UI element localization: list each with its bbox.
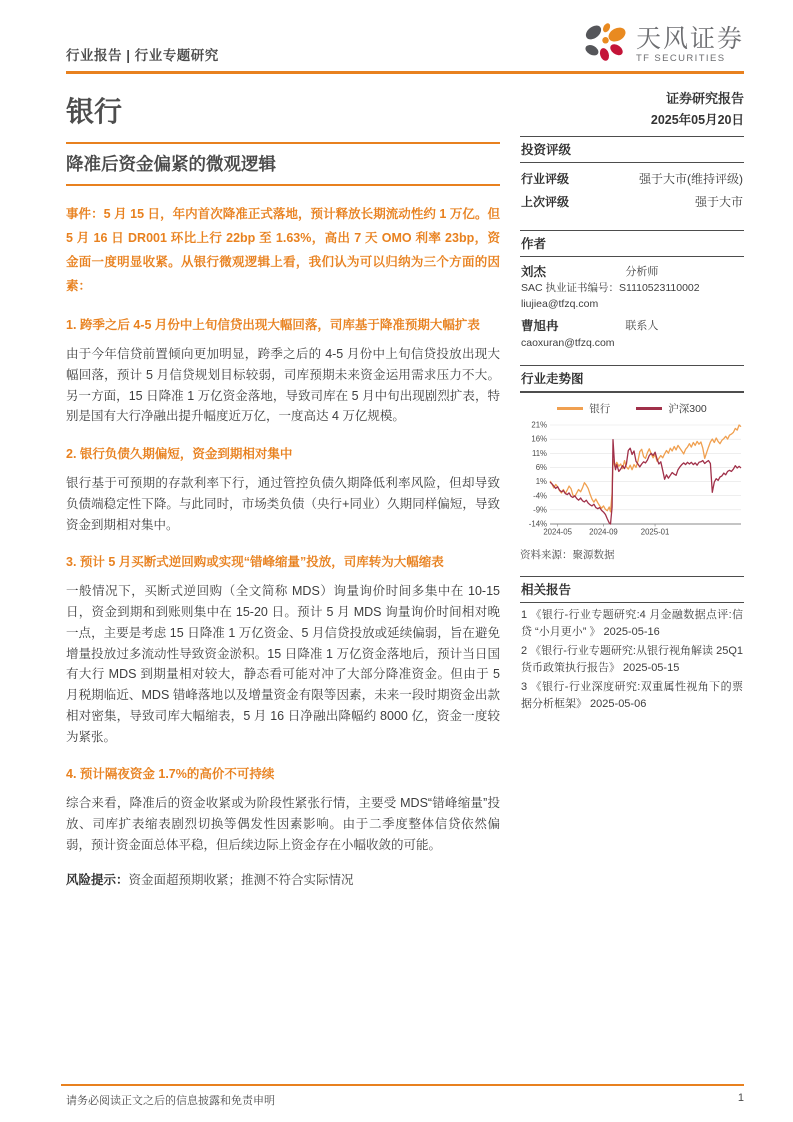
svg-text:6%: 6% [535, 462, 547, 472]
svg-text:-14%: -14% [528, 519, 547, 529]
related-report-link[interactable]: 1 《银行-行业专题研究:4 月金融数据点评:信贷 “小月更小” 》 2025-05-16 [521, 608, 743, 638]
chart-legend [520, 401, 744, 416]
section-paragraph-2: 银行基于可预期的存款利率下行，通过管控负债久期降低利率风险，但却导致负债端稳定性下降。与此同时，市场类负债（央行+同业）久期同样偏短，导致资金到期相对集中。 [66, 476, 500, 532]
trend-header: 行业走势图 [520, 365, 744, 393]
page-footer [61, 1084, 744, 1109]
author-cert: SAC 执业证书编号：S1110523110002 [521, 282, 700, 295]
report-label: 证券研究报告 [665, 91, 744, 106]
author-row [521, 263, 743, 282]
author-row [521, 317, 743, 336]
report-subtitle: 降准后资金偏紧的微观逻辑 [66, 154, 276, 174]
svg-text:-4%: -4% [533, 491, 547, 501]
authors-header: 作者 [520, 230, 744, 257]
legend-line-swatch [636, 407, 662, 410]
related-report-link[interactable]: 2 《银行-行业专题研究:从银行视角解读 25Q1 货币政策执行报告》 2025-05-15 [521, 644, 743, 674]
risk-text: 资金面超预期收紧；推测不符合实际情况 [128, 872, 354, 887]
svg-text:21%: 21% [531, 420, 547, 430]
section-paragraph-3: 一般情况下，买断式逆回购（全文简称 MDS）询量询价时间多集中在 10-15 日，资金到期和到账则集中在 15-20 日。预计 5 月 MDS 询量询价时间相对晚一点，主要是考虑 15 日降准 1 万亿资金、5 月信贷投放或延续偏弱，旨在避免增量投放过多流动性导致资金淤积。15 日降准 1 万亿资金落地后，预计当日国有大行 MDS 到期量相对较大，静态看可能对冲了大部分降准资金。但由于 5 月税期临近、MDS 错峰落地以及增量资金有限等因素，未来一段时期资金出款相对密集，导致司库大幅缩表，5 月 16 日净融出降幅约 8000 亿，资金一度较为紧张。 [66, 584, 500, 744]
author-email[interactable]: liujiea@tfzq.com [521, 297, 599, 310]
chart-source: 资料来源：聚源数据 [520, 548, 615, 561]
section-paragraph-1: 由于今年信贷前置倾向更加明显，跨季之后的 4-5 月份中上旬信贷投放出现大幅回落，预计 5 月信贷规划目标较弱，司库预期未来资金运用需求压力不大。另一方面，15 日降准 1 万亿资金落地，导致司库在 5 月中旬出现剧烈扩表，特别是国有大行净融出提升幅度近万亿，一度高达 4 万亿规模。 [66, 347, 500, 424]
svg-text:1%: 1% [535, 476, 547, 486]
legend-item [557, 401, 610, 416]
author-role: 分析师 [625, 265, 659, 278]
svg-text:2024-05: 2024-05 [543, 527, 572, 537]
svg-text:2025-01: 2025-01 [640, 527, 670, 537]
brand-name-cn: 天风证券 [635, 25, 744, 54]
section-heading-4: 4. 预计隔夜资金 1.7%的高价不可持续 [66, 767, 275, 782]
related-section [520, 576, 744, 713]
main-column [66, 88, 500, 888]
author-email[interactable]: caoxuran@tfzq.com [521, 336, 615, 349]
author-name: 曹旭冉 [521, 318, 559, 333]
page-number: 1 [737, 1092, 744, 1104]
tf-flower-icon [582, 22, 628, 68]
legend-label: 沪深300 [668, 402, 707, 415]
sidebar [520, 88, 744, 888]
report-type-label: 行业报告 | 行业专题研究 [66, 48, 219, 63]
risk-label: 风险提示： [66, 872, 129, 887]
rating-label: 上次评级 [521, 194, 570, 209]
page-title: 银行 [66, 96, 123, 127]
rating-value: 强于大市(维持评级) [639, 172, 743, 186]
authors-section [520, 230, 744, 351]
footer-disclaimer: 请务必阅读正文之后的信息披露和免责申明 [66, 1095, 275, 1107]
rating-value: 强于大市 [694, 194, 743, 209]
related-header: 相关报告 [520, 576, 744, 603]
legend-item [636, 401, 707, 416]
trend-section [520, 365, 744, 562]
svg-text:2024-09: 2024-09 [589, 527, 618, 537]
risk-paragraph [66, 870, 500, 888]
rating-row-industry [521, 168, 743, 191]
related-report-link[interactable]: 3 《银行-行业深度研究:双重属性视角下的票据分析框架》 2025-05-06 [521, 680, 743, 710]
rating-header: 投资评级 [520, 136, 744, 163]
brand-logo [582, 22, 744, 68]
svg-text:11%: 11% [531, 448, 547, 458]
rating-row-previous [521, 191, 743, 214]
author-role: 联系人 [625, 319, 659, 332]
svg-text:16%: 16% [531, 434, 547, 444]
section-heading-1: 1. 跨季之后 4-5 月份中上旬信贷出现大幅回落，司库基于降准预期大幅扩表 [66, 318, 480, 332]
rating-section [520, 136, 744, 216]
legend-line-swatch [557, 407, 583, 410]
trend-chart [520, 419, 744, 537]
brand-name-en: TF SECURITIES [635, 52, 726, 64]
subtitle-block [66, 142, 500, 186]
report-date: 2025年05月20日 [650, 113, 744, 127]
author-name: 刘杰 [521, 264, 547, 279]
section-heading-2: 2. 银行负债久期偏短，资金到期相对集中 [66, 447, 293, 461]
section-heading-3: 3. 预计 5 月买断式逆回购或实现“错峰缩量”投放，司库转为大幅缩表 [66, 555, 444, 570]
legend-label: 银行 [589, 402, 611, 415]
page-header [0, 0, 793, 74]
rating-label: 行业评级 [521, 172, 570, 186]
section-paragraph-4: 综合来看，降准后的资金收紧或为阶段性紧张行情，主要受 MDS“错峰缩量”投放、司库扩表缩表剧烈切换等偶发性因素影响。由于二季度整体信贷依然偏弱，预计资金面总体平稳，但后续边际上资金存在小幅收敛的可能。 [66, 796, 500, 852]
event-paragraph: 事件：5 月 15 日，年内首次降准正式落地，预计释放长期流动性约 1 万亿。但 5 月 16 日 DR001 环比上行 22bp 至 1.63%，高出 7 天 OMO 利率 23bp，资金面一度明显收紧。从银行微观逻辑上看，我们认为可以归纳为三个方面的因素： [66, 207, 500, 293]
svg-text:-9%: -9% [533, 505, 547, 515]
